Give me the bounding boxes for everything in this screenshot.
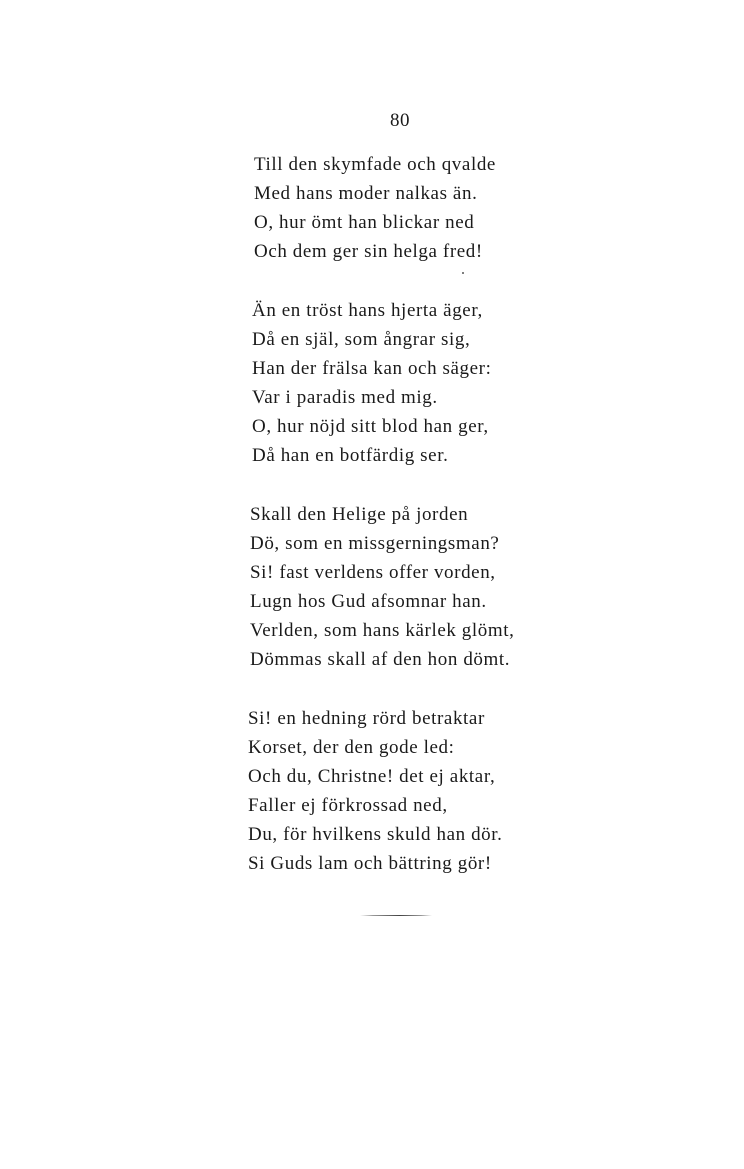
poem-line: Dömmas skall af den hon dömt. [250, 649, 511, 670]
poem-line: Du, för hvilkens skuld han dör. [248, 824, 503, 845]
poem-line: Skall den Helige på jorden [250, 504, 469, 525]
poem-line: Si! en hedning rörd betraktar [248, 708, 485, 729]
poem-line: Då han en botfärdig ser. [252, 445, 449, 466]
stanza-3 [250, 500, 568, 674]
page-number: 80 [390, 110, 410, 131]
poem-line: Då en själ, som ångrar sig, [252, 329, 471, 350]
poem-line: Verlden, som hans kärlek glömt, [250, 620, 515, 641]
poem-line: Och dem ger sin helga fred! [254, 241, 483, 262]
stanza-1 [254, 150, 568, 266]
poem-line: Si Guds lam och bättring gör! [248, 853, 492, 874]
poem-line: O, hur nöjd sitt blod han ger, [252, 416, 489, 437]
poem [248, 150, 568, 878]
poem-line: Och du, Christne! det ej aktar, [248, 766, 496, 787]
poem-line: Lugn hos Gud afsomnar han. [250, 591, 487, 612]
end-rule-divider [360, 915, 432, 916]
poem-line: Än en tröst hans hjerta äger, [252, 300, 483, 321]
poem-line: Korset, der den gode led: [248, 737, 455, 758]
stanza-4 [248, 704, 568, 878]
poem-line: Med hans moder nalkas än. [254, 183, 478, 204]
stanza-2 [252, 296, 568, 470]
poem-line: Faller ej förkrossad ned, [248, 795, 448, 816]
poem-line: Dö, som en missgerningsman? [250, 533, 500, 554]
poem-line: Si! fast verldens offer vorden, [250, 562, 496, 583]
poem-line: O, hur ömt han blickar ned [254, 212, 475, 233]
poem-line: Till den skymfade och qvalde [254, 154, 496, 175]
poem-line: Var i paradis med mig. [252, 387, 438, 408]
poem-line: Han der frälsa kan och säger: [252, 358, 492, 379]
